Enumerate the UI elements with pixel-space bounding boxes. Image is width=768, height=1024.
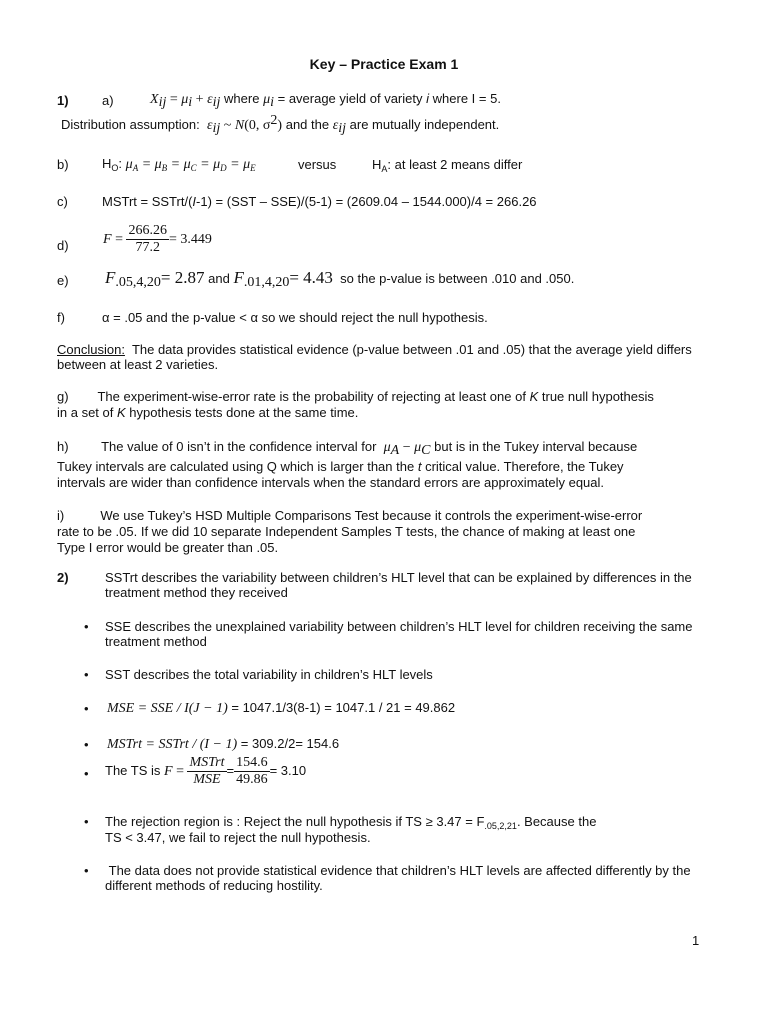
q2-number: 2) [57, 570, 69, 585]
q2-bullet-rejection-line1: The rejection region is : Reject the null hypothesis if TS ≥ $3.47 = F_{.05,2,21}$. Because the [105, 814, 597, 831]
q1a-distribution: Distribution assumption: $\varepsilon_{ij}$ ~ N(0, $\sigma^2$) and the $\varepsilon_{ij}$ are mutually independent. [61, 113, 500, 136]
q1d-f-statistic: F = $\frac{266.26}{77.2}$ = 3.449 [103, 223, 212, 255]
bullet-icon: • [84, 667, 89, 682]
q1g-line2: in a set of K hypothesis tests done at the same time. [57, 405, 359, 420]
q1h-line1: h) The value of 0 isn’t in the confidence interval for $\mu_A - \mu_C$ but is in the Tukey interval because [57, 439, 638, 458]
bullet-icon: • [84, 814, 89, 829]
q1a-label: a) [102, 93, 114, 108]
q1b-versus: versus [298, 157, 337, 172]
q1i-line1: i) We use Tukey’s HSD Multiple Comparisons Test because it controls the experiment-wise-error [57, 508, 643, 523]
q1h-line2: Tukey intervals are calculated using Q which is larger than the t critical value. Therefore, the Tukey [57, 459, 624, 474]
q1b-alt-hypothesis: $H_A$: at least 2 means differ [372, 157, 523, 174]
q2-bullet-mse: MSE = SSE / I(J − 1) = 1047.1/3(8-1) = 1047.1 / 21 = 49.862 [107, 700, 456, 716]
q1a-model: $X_{ij} = \mu_i + \varepsilon_{ij}$ where $\mu_i$ = average yield of variety i where I = 5. [150, 91, 501, 110]
bullet-icon: • [84, 701, 89, 716]
q2-bullet-sst: SST describes the total variability in children’s HLT levels [105, 667, 433, 682]
q1g-line1: g) The experiment-wise-error rate is the probability of rejecting at least one of K true null hypothesis [57, 389, 654, 404]
page-number: 1 [692, 933, 700, 948]
q1d-label: d) [57, 238, 69, 253]
q2-bullet-mstrt: MSTrt = SSTrt / (I − 1) = 309.2/2= 154.6 [107, 736, 340, 752]
page-title: Key – Practice Exam 1 [309, 56, 459, 72]
q1-conclusion: Conclusion: The data provides statistical evidence (p-value between .01 and .05) that the average yield differs between at least 2 varieties. [57, 342, 692, 372]
q2-bullet-sse: SSE describes the unexplained variability between children’s HLT level for children receiving the same treatment method [105, 619, 693, 649]
q1c-mstrt: MSTrt = SSTrt/(I-1) = (SST – SSE)/(5-1) = (2609.04 – 1544.000)/4 = 266.26 [102, 194, 537, 209]
q1i-line2: rate to be .05. If we did 10 separate Independent Samples T tests, the chance of making at least one [57, 524, 636, 539]
bullet-icon: • [84, 766, 89, 781]
q1h-line3: intervals are wider than confidence intervals when the standard errors are approximately equal. [57, 475, 605, 490]
q1e-label: e) [57, 273, 69, 288]
q2-intro: SSTrt describes the variability between children’s HLT level that can be explained by differences in the treatment method they received [105, 570, 692, 600]
bullet-icon: • [84, 619, 89, 634]
q2-bullet-ts: The TS is F = $\frac{\text{MSTrt}}{\text{MSE}}$ = $\frac{154.6}{49.86}$ = 3.10 [105, 755, 307, 787]
q1b-label: b) [57, 157, 69, 172]
q2-bullet-rejection-line2: TS < 3.47, we fail to reject the null hypothesis. [105, 830, 371, 845]
q1f-label: f) [57, 310, 65, 325]
q1i-line3: Type I error would be greater than .05. [57, 540, 279, 555]
q2-bullet-conclusion: The data does not provide statistical evidence that children’s HLT levels are affected differently by the different methods of reducing hostility. [105, 863, 691, 893]
q1b-null-hypothesis: $H_O$: $\mu_A = \mu_B = \mu_C = \mu_D = \mu_E$ [102, 156, 256, 173]
q1-number: 1) [57, 93, 69, 108]
bullet-icon: • [84, 863, 89, 878]
bullet-icon: • [84, 737, 89, 752]
q1e-critical-values: $F_{.05,4,20}= 2.87$ and $F_{.01,4,20}= 4.43$ so the p-value is between .010 and .050. [105, 268, 575, 290]
q1f-text: α = .05 and the p-value < α so we should reject the null hypothesis. [102, 310, 488, 325]
q1c-label: c) [57, 194, 68, 209]
